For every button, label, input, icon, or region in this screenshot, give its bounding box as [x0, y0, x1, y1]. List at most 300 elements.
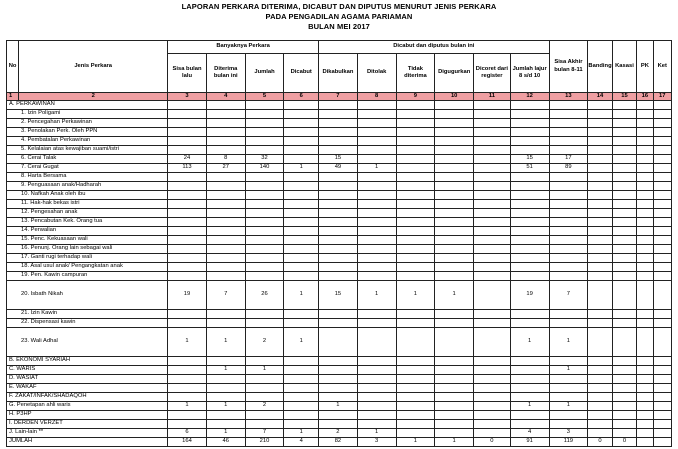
row-label: 18. Asal usul anak/ Pengangkatan anak	[7, 263, 168, 272]
value-cell	[357, 420, 396, 429]
value-cell	[653, 438, 671, 447]
value-cell	[637, 119, 653, 128]
value-cell	[612, 402, 636, 411]
value-cell	[510, 227, 549, 236]
value-cell	[435, 191, 474, 200]
value-cell	[357, 146, 396, 155]
value-cell	[653, 164, 671, 173]
value-cell	[588, 281, 612, 310]
value-cell	[612, 200, 636, 209]
value-cell	[284, 319, 319, 328]
value-cell	[435, 411, 474, 420]
value-cell	[168, 209, 207, 218]
value-cell	[549, 119, 588, 128]
header-dikabulkan: Dikabulkan	[319, 54, 358, 93]
value-cell	[588, 200, 612, 209]
value-cell	[653, 411, 671, 420]
header-sisa-bulan-lalu: Sisa bulan lalu	[168, 54, 207, 93]
value-cell	[612, 429, 636, 438]
value-cell	[357, 254, 396, 263]
value-cell	[510, 128, 549, 137]
value-cell	[357, 101, 396, 110]
value-cell: 19	[168, 281, 207, 310]
value-cell	[510, 191, 549, 200]
value-cell	[637, 110, 653, 119]
value-cell	[637, 319, 653, 328]
value-cell	[357, 119, 396, 128]
value-cell: 113	[168, 164, 207, 173]
value-cell	[474, 429, 511, 438]
value-cell	[474, 328, 511, 357]
value-cell	[588, 375, 612, 384]
header-dicabut: Dicabut	[284, 54, 319, 93]
header-digugurkan: Digugurkan	[435, 54, 474, 93]
value-cell	[510, 173, 549, 182]
value-cell	[653, 281, 671, 310]
row-label: 8. Harta Bersama	[7, 173, 168, 182]
value-cell	[474, 281, 511, 310]
value-cell	[319, 393, 358, 402]
value-cell	[612, 236, 636, 245]
value-cell	[510, 137, 549, 146]
table-row	[7, 281, 672, 310]
value-cell	[474, 357, 511, 366]
table-row	[7, 137, 672, 146]
value-cell	[637, 200, 653, 209]
value-cell	[435, 137, 474, 146]
table-row	[7, 227, 672, 236]
value-cell	[588, 393, 612, 402]
row-label: 6. Cerai Talak	[7, 155, 168, 164]
value-cell: 119	[549, 438, 588, 447]
value-cell	[588, 366, 612, 375]
table-row	[7, 438, 672, 447]
value-cell	[637, 357, 653, 366]
value-cell	[284, 227, 319, 236]
value-cell: 1	[435, 281, 474, 310]
value-cell: 24	[168, 155, 207, 164]
table-row	[7, 328, 672, 357]
header-jenis-perkara: Jenis Perkara	[19, 41, 168, 93]
value-cell	[357, 411, 396, 420]
value-cell	[396, 420, 435, 429]
value-cell	[612, 128, 636, 137]
value-cell	[474, 272, 511, 281]
value-cell	[549, 319, 588, 328]
value-cell	[206, 218, 245, 227]
value-cell	[206, 254, 245, 263]
column-number-cell: 15	[612, 93, 636, 101]
value-cell	[637, 182, 653, 191]
value-cell	[206, 101, 245, 110]
value-cell	[284, 402, 319, 411]
value-cell	[549, 263, 588, 272]
value-cell	[588, 101, 612, 110]
value-cell	[637, 384, 653, 393]
row-label: 7. Cerai Gugat	[7, 164, 168, 173]
value-cell	[612, 227, 636, 236]
value-cell	[396, 137, 435, 146]
value-cell	[588, 245, 612, 254]
value-cell: 1	[168, 402, 207, 411]
column-number-cell: 1	[7, 93, 19, 101]
value-cell	[168, 272, 207, 281]
row-label: F. ZAKAT/INFAK/SHADAQOH	[7, 393, 168, 402]
column-number-cell: 4	[206, 93, 245, 101]
value-cell: 1	[206, 366, 245, 375]
value-cell	[637, 263, 653, 272]
value-cell	[588, 218, 612, 227]
value-cell	[284, 393, 319, 402]
value-cell	[474, 366, 511, 375]
value-cell	[245, 119, 284, 128]
value-cell: 1	[357, 281, 396, 310]
value-cell	[357, 328, 396, 357]
value-cell	[319, 137, 358, 146]
row-label: 23. Wali Adhal	[7, 328, 168, 357]
value-cell	[206, 272, 245, 281]
value-cell	[284, 375, 319, 384]
value-cell	[549, 200, 588, 209]
value-cell	[637, 375, 653, 384]
table-row	[7, 420, 672, 429]
value-cell	[588, 236, 612, 245]
row-label: 15. Penc. Kekuasaan wali	[7, 236, 168, 245]
value-cell	[612, 245, 636, 254]
value-cell	[653, 319, 671, 328]
table-row	[7, 146, 672, 155]
value-cell	[206, 209, 245, 218]
value-cell	[435, 319, 474, 328]
value-cell	[510, 420, 549, 429]
value-cell: 32	[245, 155, 284, 164]
value-cell	[612, 110, 636, 119]
value-cell	[168, 319, 207, 328]
value-cell	[357, 384, 396, 393]
value-cell	[206, 384, 245, 393]
value-cell	[510, 384, 549, 393]
value-cell	[435, 146, 474, 155]
value-cell	[284, 411, 319, 420]
value-cell	[653, 236, 671, 245]
value-cell	[474, 227, 511, 236]
value-cell	[396, 319, 435, 328]
value-cell: 49	[319, 164, 358, 173]
report-table	[6, 40, 672, 447]
value-cell	[168, 375, 207, 384]
row-label: 16. Penunj. Orang lain sebagai wali	[7, 245, 168, 254]
value-cell	[549, 128, 588, 137]
table-row	[7, 384, 672, 393]
table-row	[7, 128, 672, 137]
value-cell	[284, 384, 319, 393]
row-label: 20. Isbath Nikah	[7, 281, 168, 310]
value-cell	[653, 200, 671, 209]
value-cell	[284, 128, 319, 137]
value-cell	[637, 128, 653, 137]
value-cell	[435, 310, 474, 319]
value-cell	[396, 254, 435, 263]
value-cell	[588, 182, 612, 191]
value-cell: 1	[435, 438, 474, 447]
value-cell	[474, 218, 511, 227]
value-cell	[612, 119, 636, 128]
table-row	[7, 245, 672, 254]
column-number-cell: 2	[19, 93, 168, 101]
value-cell	[588, 137, 612, 146]
value-cell: 1	[168, 328, 207, 357]
value-cell	[284, 101, 319, 110]
value-cell	[319, 218, 358, 227]
value-cell	[319, 173, 358, 182]
row-label: 19. Pen. Kawin campuran	[7, 272, 168, 281]
column-number-cell: 9	[396, 93, 435, 101]
value-cell: 1	[549, 366, 588, 375]
value-cell	[510, 310, 549, 319]
value-cell	[245, 254, 284, 263]
value-cell	[168, 200, 207, 209]
value-cell	[588, 128, 612, 137]
value-cell	[245, 319, 284, 328]
value-cell	[612, 357, 636, 366]
table-row	[7, 101, 672, 110]
header-dicabut-diputus: Dicabut dan diputus bulan ini	[319, 41, 549, 54]
value-cell	[319, 366, 358, 375]
value-cell	[206, 411, 245, 420]
table-row	[7, 272, 672, 281]
value-cell	[612, 173, 636, 182]
value-cell	[245, 272, 284, 281]
table-row	[7, 254, 672, 263]
row-label: 11. Hak-hak bekas istri	[7, 200, 168, 209]
value-cell	[206, 393, 245, 402]
value-cell	[653, 310, 671, 319]
header-sisa-akhir: Sisa Akhir bulan 8-11	[549, 41, 588, 93]
value-cell	[206, 119, 245, 128]
value-cell	[357, 110, 396, 119]
value-cell	[588, 146, 612, 155]
row-label: 10. Nafkah Anak oleh ibu	[7, 191, 168, 200]
value-cell: 1	[357, 429, 396, 438]
row-label: B. EKONOMI SYARIAH	[7, 357, 168, 366]
value-cell	[284, 272, 319, 281]
value-cell: 3	[357, 438, 396, 447]
value-cell	[474, 254, 511, 263]
value-cell	[474, 155, 511, 164]
value-cell	[510, 375, 549, 384]
column-number-cell: 17	[653, 93, 671, 101]
value-cell	[168, 366, 207, 375]
value-cell	[637, 218, 653, 227]
value-cell	[612, 375, 636, 384]
value-cell	[319, 384, 358, 393]
value-cell	[245, 375, 284, 384]
value-cell	[357, 375, 396, 384]
value-cell	[637, 137, 653, 146]
value-cell	[474, 137, 511, 146]
value-cell	[168, 227, 207, 236]
value-cell	[653, 366, 671, 375]
header-jumlah-lajur: Jumlah lajur 8 s/d 10	[510, 54, 549, 93]
value-cell	[653, 101, 671, 110]
value-cell	[588, 402, 612, 411]
value-cell: 1	[319, 402, 358, 411]
row-label: 17. Ganti rugi terhadap wali	[7, 254, 168, 263]
value-cell	[510, 182, 549, 191]
value-cell	[474, 209, 511, 218]
value-cell	[396, 402, 435, 411]
header-row-top	[7, 41, 672, 54]
value-cell: 210	[245, 438, 284, 447]
value-cell	[435, 155, 474, 164]
value-cell	[357, 191, 396, 200]
value-cell	[396, 236, 435, 245]
value-cell: 1	[510, 328, 549, 357]
value-cell	[435, 254, 474, 263]
value-cell	[206, 245, 245, 254]
row-label: 12. Pengesahan anak	[7, 209, 168, 218]
value-cell	[549, 227, 588, 236]
value-cell: 1	[284, 164, 319, 173]
value-cell	[396, 173, 435, 182]
value-cell	[612, 393, 636, 402]
value-cell	[510, 393, 549, 402]
value-cell	[168, 420, 207, 429]
value-cell	[510, 245, 549, 254]
value-cell	[435, 429, 474, 438]
table-row	[7, 429, 672, 438]
value-cell	[357, 366, 396, 375]
value-cell	[319, 310, 358, 319]
value-cell	[435, 119, 474, 128]
value-cell	[284, 119, 319, 128]
value-cell	[474, 164, 511, 173]
value-cell	[319, 357, 358, 366]
value-cell	[396, 119, 435, 128]
table-row	[7, 402, 672, 411]
table-row	[7, 375, 672, 384]
value-cell	[549, 254, 588, 263]
value-cell	[284, 209, 319, 218]
value-cell	[474, 182, 511, 191]
value-cell: 7	[245, 429, 284, 438]
value-cell	[357, 263, 396, 272]
value-cell	[549, 384, 588, 393]
value-cell	[245, 146, 284, 155]
value-cell	[396, 200, 435, 209]
value-cell	[474, 101, 511, 110]
value-cell	[319, 263, 358, 272]
value-cell: 6	[168, 429, 207, 438]
value-cell	[396, 263, 435, 272]
table-row	[7, 110, 672, 119]
report-title	[0, 2, 678, 32]
table-row	[7, 191, 672, 200]
value-cell	[396, 227, 435, 236]
value-cell	[474, 375, 511, 384]
value-cell	[396, 429, 435, 438]
value-cell	[612, 411, 636, 420]
row-label: 9. Penguasaan anak/Hadharah	[7, 182, 168, 191]
value-cell	[357, 393, 396, 402]
value-cell	[612, 218, 636, 227]
row-label: 22. Dispensasi kawin	[7, 319, 168, 328]
value-cell: 140	[245, 164, 284, 173]
value-cell	[653, 328, 671, 357]
value-cell	[588, 328, 612, 357]
value-cell	[206, 200, 245, 209]
value-cell	[284, 137, 319, 146]
value-cell	[549, 182, 588, 191]
value-cell	[612, 164, 636, 173]
value-cell	[245, 236, 284, 245]
column-number-cell: 8	[357, 93, 396, 101]
value-cell	[435, 375, 474, 384]
value-cell	[245, 263, 284, 272]
value-cell	[510, 357, 549, 366]
value-cell	[168, 119, 207, 128]
value-cell	[435, 227, 474, 236]
value-cell	[284, 191, 319, 200]
value-cell: 8	[206, 155, 245, 164]
row-label: H. P3HP	[7, 411, 168, 420]
value-cell: 15	[319, 155, 358, 164]
value-cell	[284, 155, 319, 164]
value-cell	[168, 146, 207, 155]
value-cell	[549, 209, 588, 218]
header-ditolak: Ditolak	[357, 54, 396, 93]
value-cell	[588, 119, 612, 128]
value-cell	[284, 254, 319, 263]
value-cell	[435, 101, 474, 110]
value-cell	[653, 420, 671, 429]
value-cell	[510, 263, 549, 272]
value-cell	[396, 218, 435, 227]
value-cell	[588, 191, 612, 200]
value-cell	[206, 319, 245, 328]
value-cell	[612, 263, 636, 272]
value-cell: 1	[284, 328, 319, 357]
value-cell	[396, 310, 435, 319]
value-cell	[396, 128, 435, 137]
value-cell	[653, 218, 671, 227]
value-cell	[319, 245, 358, 254]
value-cell	[245, 420, 284, 429]
row-label: G. Penetapan ahli waris	[7, 402, 168, 411]
value-cell	[245, 357, 284, 366]
value-cell	[612, 146, 636, 155]
value-cell	[284, 182, 319, 191]
value-cell	[510, 146, 549, 155]
value-cell	[612, 384, 636, 393]
value-cell	[319, 328, 358, 357]
value-cell: 0	[474, 438, 511, 447]
value-cell	[206, 310, 245, 319]
value-cell	[653, 384, 671, 393]
value-cell	[612, 319, 636, 328]
value-cell: 1	[396, 281, 435, 310]
value-cell	[612, 137, 636, 146]
row-label: C. WARIS	[7, 366, 168, 375]
value-cell	[435, 393, 474, 402]
value-cell	[474, 420, 511, 429]
value-cell	[549, 375, 588, 384]
value-cell	[588, 155, 612, 164]
value-cell	[168, 128, 207, 137]
value-cell	[396, 366, 435, 375]
row-label: JUMLAH	[7, 438, 168, 447]
value-cell	[510, 209, 549, 218]
